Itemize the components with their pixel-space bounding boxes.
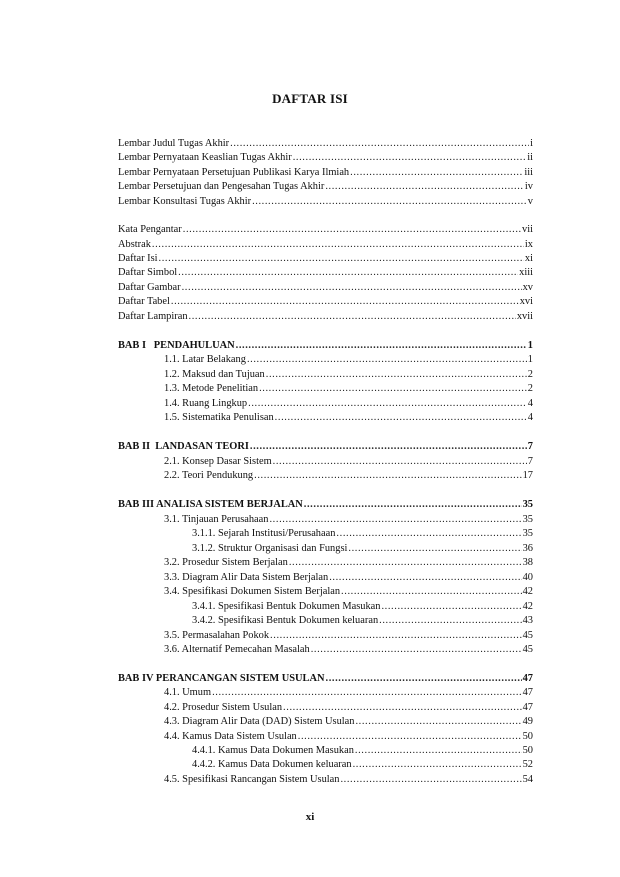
toc-entry-label: 4.2. Prosedur Sistem Usulan (164, 702, 283, 713)
toc-entry (0, 744, 620, 758)
toc-leader-dots (250, 440, 527, 454)
toc-chapter-entry (0, 672, 620, 686)
toc-entry-label: 3.4.2. Spesifikasi Bentuk Dokumen keluaran (192, 615, 379, 626)
toc-entry-label: 1.3. Metode Penelitian (164, 383, 259, 394)
toc-entry-label: 3.3. Diagram Alir Data Sistem Berjalan (164, 572, 329, 583)
toc-entry-page: 43 (522, 615, 533, 626)
toc-entry (0, 397, 620, 411)
toc-leader-dots (152, 238, 524, 252)
toc-entry (0, 382, 620, 396)
toc-leader-dots (311, 643, 522, 657)
toc-entry-label: Daftar Tabel (118, 296, 170, 307)
toc-entry (0, 600, 620, 614)
toc-leader-dots (183, 223, 521, 237)
toc-entry-page: 1 (527, 354, 533, 365)
toc-entry-label: Abstrak (118, 239, 151, 250)
toc-entry-label: 4.4.2. Kamus Data Dokumen keluaran (192, 759, 352, 770)
toc-entry-page: xvii (516, 311, 533, 322)
toc-entry (0, 295, 620, 309)
toc-entry-label: 1.2. Maksud dan Tujuan (164, 369, 265, 380)
toc-entry (0, 773, 620, 787)
toc-leader-dots (178, 266, 518, 280)
toc-entry-label: Lembar Persetujuan dan Pengesahan Tugas Akhir (118, 181, 325, 192)
toc-entry (0, 469, 620, 483)
toc-entry-page: i (530, 138, 533, 149)
toc-entry-page: 47 (522, 687, 533, 698)
toc-entry (0, 455, 620, 469)
toc-entry (0, 223, 620, 237)
toc-entry-label: BAB II LANDASAN TEORI (118, 441, 249, 452)
toc-entry (0, 310, 620, 324)
toc-entry (0, 715, 620, 729)
toc-leader-dots (182, 281, 522, 295)
toc-leader-dots (266, 368, 527, 382)
toc-entry-page: xi (524, 253, 533, 264)
toc-leader-dots (298, 730, 522, 744)
toc-entry-page: ii (527, 152, 533, 163)
toc-leader-dots (269, 513, 521, 527)
toc-entry-label: Daftar Gambar (118, 282, 181, 293)
toc-entry-page: xv (522, 282, 533, 293)
toc-entry-page: 49 (522, 716, 533, 727)
toc-entry-page: 47 (522, 673, 533, 684)
toc-entry (0, 629, 620, 643)
toc-entry-page: xiii (519, 267, 533, 278)
toc-entry (0, 542, 620, 556)
toc-entry (0, 686, 620, 700)
toc-entry-page: 7 (527, 441, 533, 452)
toc-entry-page: 35 (522, 528, 533, 539)
toc-entry (0, 701, 620, 715)
toc-entry-page: v (527, 196, 533, 207)
toc-entry-page: 45 (522, 644, 533, 655)
toc-entry-label: 4.4. Kamus Data Sistem Usulan (164, 731, 297, 742)
toc-leader-dots (259, 382, 527, 396)
toc-chapter-entry (0, 339, 620, 353)
toc-entry-label: 4.4.1. Kamus Data Dokumen Masukan (192, 745, 354, 756)
toc-entry (0, 238, 620, 252)
toc-entry-label: 1.5. Sistematika Penulisan (164, 412, 274, 423)
toc-entry (0, 137, 620, 151)
toc-entry-page: 4 (527, 398, 533, 409)
toc-leader-dots (379, 614, 521, 628)
toc-leader-dots (230, 137, 529, 151)
toc-leader-dots (353, 758, 522, 772)
toc-entry-page: xvi (519, 296, 533, 307)
toc-entry-label: Lembar Pernyataan Persetujuan Publikasi Karya Ilmiah (118, 167, 350, 178)
toc-entry-page: 50 (522, 731, 533, 742)
toc-leader-dots (212, 686, 522, 700)
toc-entry (0, 585, 620, 599)
toc-leader-dots (355, 744, 522, 758)
toc-entry-page: 17 (522, 470, 533, 481)
toc-entry-page: iii (524, 167, 533, 178)
toc-entry-label: 3.1. Tinjauan Perusahaan (164, 514, 269, 525)
toc-entry-label: 3.5. Permasalahan Pokok (164, 630, 270, 641)
toc-leader-dots (348, 542, 521, 556)
toc-entry-label: 2.1. Konsep Dasar Sistem (164, 456, 272, 467)
toc-entry-label: Kata Pengantar (118, 224, 182, 235)
toc-entry-page: 2 (527, 383, 533, 394)
toc-entry-page: iv (524, 181, 533, 192)
toc-entry (0, 151, 620, 165)
toc-entry (0, 527, 620, 541)
toc-entry (0, 353, 620, 367)
toc-entry (0, 614, 620, 628)
toc-entry-page: 45 (522, 630, 533, 641)
toc-leader-dots (355, 715, 521, 729)
toc-leader-dots (340, 773, 521, 787)
toc-leader-dots (248, 397, 527, 411)
toc-leader-dots (336, 527, 521, 541)
page-title: DAFTAR ISI (272, 91, 348, 106)
toc-entry-page: 4 (527, 412, 533, 423)
toc-leader-dots (270, 629, 522, 643)
toc-entry-label: 1.1. Latar Belakang (164, 354, 246, 365)
toc-entry (0, 758, 620, 772)
toc-entry (0, 195, 620, 209)
toc-chapter-entry (0, 440, 620, 454)
toc-entry-label: 3.1.1. Sejarah Institusi/Perusahaan (192, 528, 336, 539)
toc-leader-dots (326, 672, 522, 686)
toc-entry-label: Lembar Pernyataan Keaslian Tugas Akhir (118, 152, 292, 163)
toc-entry-page: vii (522, 224, 533, 235)
toc-leader-dots (247, 353, 527, 367)
toc-leader-dots (304, 498, 522, 512)
toc-leader-dots (341, 585, 522, 599)
toc-entry-page: 52 (522, 759, 533, 770)
toc-entry-page: ix (524, 239, 533, 250)
toc-entry-page: 38 (522, 557, 533, 568)
toc-leader-dots (381, 600, 521, 614)
toc-entry (0, 166, 620, 180)
toc-leader-dots (189, 310, 516, 324)
toc-entry-page: 1 (527, 340, 533, 351)
toc-entry-label: 3.2. Prosedur Sistem Berjalan (164, 557, 288, 568)
toc-entry (0, 368, 620, 382)
toc-entry-page: 42 (522, 601, 533, 612)
toc-leader-dots (293, 151, 527, 165)
toc-leader-dots (254, 469, 521, 483)
toc-entry (0, 266, 620, 280)
toc-leader-dots (252, 195, 527, 209)
toc-entry-label: Lembar Judul Tugas Akhir (118, 138, 230, 149)
toc-entry (0, 643, 620, 657)
toc-leader-dots (350, 166, 523, 180)
toc-entry-page: 35 (522, 499, 533, 510)
toc-entry (0, 571, 620, 585)
toc-entry-page: 35 (522, 514, 533, 525)
toc-entry-label: 4.1. Umum (164, 687, 212, 698)
toc-entry (0, 180, 620, 194)
toc-entry-page: 54 (522, 774, 533, 785)
toc-entry-page: 40 (522, 572, 533, 583)
toc-entry-label: 3.1.2. Struktur Organisasi dan Fungsi (192, 543, 348, 554)
toc-entry (0, 513, 620, 527)
toc-entry-page: 36 (522, 543, 533, 554)
toc-entry-label: 1.4. Ruang Lingkup (164, 398, 248, 409)
toc-entry-label: Daftar Simbol (118, 267, 178, 278)
toc-entry-label: 3.4.1. Spesifikasi Bentuk Dokumen Masukan (192, 601, 381, 612)
toc-leader-dots (325, 180, 524, 194)
toc-entry-label: Daftar Isi (118, 253, 158, 264)
toc-leader-dots (289, 556, 522, 570)
toc-entry-label: BAB IV PERANCANGAN SISTEM USULAN (118, 673, 325, 684)
toc-leader-dots (236, 339, 527, 353)
toc-entry-label: 3.6. Alternatif Pemecahan Masalah (164, 644, 310, 655)
toc-entry-page: 2 (527, 369, 533, 380)
toc-leader-dots (159, 252, 524, 266)
toc-entry (0, 730, 620, 744)
toc-entry-label: 2.2. Teori Pendukung (164, 470, 254, 481)
toc-entry (0, 252, 620, 266)
toc-entry-page: 50 (522, 745, 533, 756)
toc-chapter-entry (0, 498, 620, 512)
toc-leader-dots (171, 295, 519, 309)
toc-leader-dots (275, 411, 527, 425)
toc-entry-page: 42 (522, 586, 533, 597)
toc-entry (0, 411, 620, 425)
page-number: xi (305, 811, 315, 823)
toc-entry-label: 4.5. Spesifikasi Rancangan Sistem Usulan (164, 774, 340, 785)
toc-leader-dots (283, 701, 522, 715)
toc-entry (0, 281, 620, 295)
toc-entry-page: 47 (522, 702, 533, 713)
toc-entry (0, 556, 620, 570)
toc-entry-label: 3.4. Spesifikasi Dokumen Sistem Berjalan (164, 586, 341, 597)
toc-leader-dots (273, 455, 527, 469)
toc-leader-dots (329, 571, 521, 585)
toc-entry-page: 7 (527, 456, 533, 467)
toc-entry-label: BAB I PENDAHULUAN (118, 340, 235, 351)
toc-entry-label: BAB III ANALISA SISTEM BERJALAN (118, 499, 303, 510)
toc-entry-label: 4.3. Diagram Alir Data (DAD) Sistem Usulan (164, 716, 355, 727)
toc-entry-label: Daftar Lampiran (118, 311, 188, 322)
toc-entry-label: Lembar Konsultasi Tugas Akhir (118, 196, 252, 207)
